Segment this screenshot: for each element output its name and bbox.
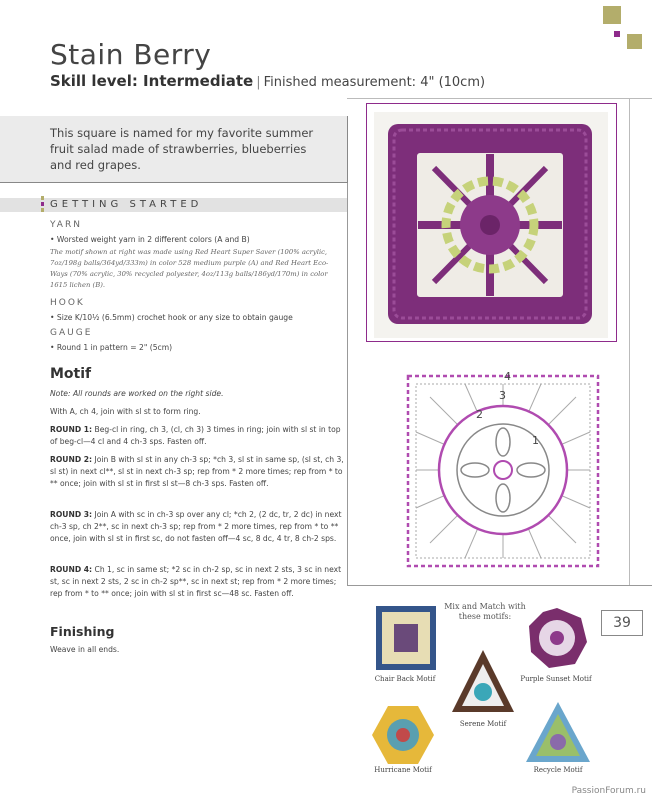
caption-chair-back: Chair Back Motif	[374, 675, 436, 683]
gauge-item: • Round 1 in pattern = 2" (5cm)	[50, 343, 173, 352]
round-2: ROUND 2: Join B with sl st in any ch-3 sp; *ch 3, sl st in same sp, (sl st, ch 3, sl st) in next cl**, sl st in next ch-3 sp; rep from * 2 more times; rep from * to ** once; join with sl st in first sl st—8 ch-3 sps. Fasten off.	[50, 455, 344, 488]
diagram-label-3: 3	[499, 389, 506, 402]
skill-level: Skill level: Intermediate	[50, 72, 254, 90]
corner-square-gold	[627, 34, 642, 49]
round-4: ROUND 4: Ch 1, sc in same st; *2 sc in ch-2 sp, sc in next 2 sts, 3 sc in next st, sc in next 2 sts, 2 sc in ch-2 sp**, sc in next st; rep from * 2 more times; rep from * to ** once; join with sl st in first sc—48 sc. Fasten off.	[50, 565, 342, 598]
header-dots	[41, 196, 44, 218]
mix-heading: Mix and Match with these motifs:	[444, 602, 526, 621]
subtitle-line: Skill level: Intermediate | Finished measurement: 4" (10cm)	[50, 72, 486, 90]
caption-recycle: Recycle Motif	[533, 766, 583, 774]
intro-box	[0, 116, 348, 183]
corner-square-purple	[614, 31, 620, 37]
page-number: 39	[601, 610, 643, 636]
finishing-text: Weave in all ends.	[50, 645, 120, 654]
purple-sunset-motif-image	[525, 606, 589, 670]
gauge-label: GAUGE	[50, 328, 93, 338]
caption-serene: Serene Motif	[459, 720, 507, 728]
motif-start: With A, ch 4, join with sl st to form ring.	[50, 407, 201, 416]
top-rule	[347, 98, 652, 99]
caption-hurricane: Hurricane Motif	[374, 766, 432, 774]
motif-note: Note: All rounds are worked on the right side.	[50, 389, 224, 398]
motif-heading: Motif	[50, 366, 92, 382]
diagram-label-1: 1	[532, 434, 539, 447]
intro-text: This square is named for my favorite summer fruit salad made of strawberries, blueberries and red grapes.	[50, 126, 314, 172]
round-3: ROUND 3: Join A with sc in ch-3 sp over any cl; *ch 2, (2 dc, tr, 2 dc) in next ch-3 sp, ch 2**, sc in next ch-3 sp; rep from * 2 more times, rep from * to ** once, join with sl st in first sc, do not fasten off—4 sc, 8 dc, 4 tr, 8 ch-2 sps.	[50, 510, 342, 543]
serene-motif-image	[450, 648, 516, 716]
recycle-motif-image	[524, 700, 592, 764]
getting-started-heading: GETTING STARTED	[50, 199, 203, 210]
finishing-heading: Finishing	[50, 624, 115, 639]
hurricane-motif-image	[370, 704, 436, 766]
page-title: Stain Berry	[50, 38, 212, 71]
right-rule	[629, 98, 630, 585]
yarn-label: YARN	[50, 220, 82, 230]
motif-photo	[374, 112, 608, 338]
stitch-diagram	[380, 362, 620, 577]
watermark: PassionForum.ru	[571, 786, 646, 796]
chair-back-motif-image	[374, 604, 438, 672]
yarn-item: • Worsted weight yarn in 2 different colors (A and B)	[50, 235, 250, 244]
corner-square-large	[603, 6, 621, 24]
hook-item: • Size K/10½ (6.5mm) crochet hook or any size to obtain gauge	[50, 313, 293, 322]
round-1: ROUND 1: Beg-cl in ring, ch 3, (cl, ch 3) 3 times in ring; join with sl st in top of beg-cl—4 cl and 4 ch-3 sps. Fasten off.	[50, 425, 341, 446]
hook-label: HOOK	[50, 298, 85, 308]
bottom-rule	[347, 585, 652, 586]
yarn-note: The motif shown at right was made using Red Heart Super Saver (100% acrylic, 7oz/198g balls/364yd/333m) in color 528 medium purple (A) and Red Heart Eco-Ways (70% acrylic, 30% recycled polyester, 4oz/113g balls/186yd/170m) in color 1615 lichen (B).	[50, 248, 329, 289]
diagram-label-4: 4	[504, 370, 511, 383]
caption-purple-sunset: Purple Sunset Motif	[520, 675, 592, 683]
finished-measurement: Finished measurement: 4" (10cm)	[263, 75, 486, 90]
diagram-label-2: 2	[476, 408, 483, 421]
